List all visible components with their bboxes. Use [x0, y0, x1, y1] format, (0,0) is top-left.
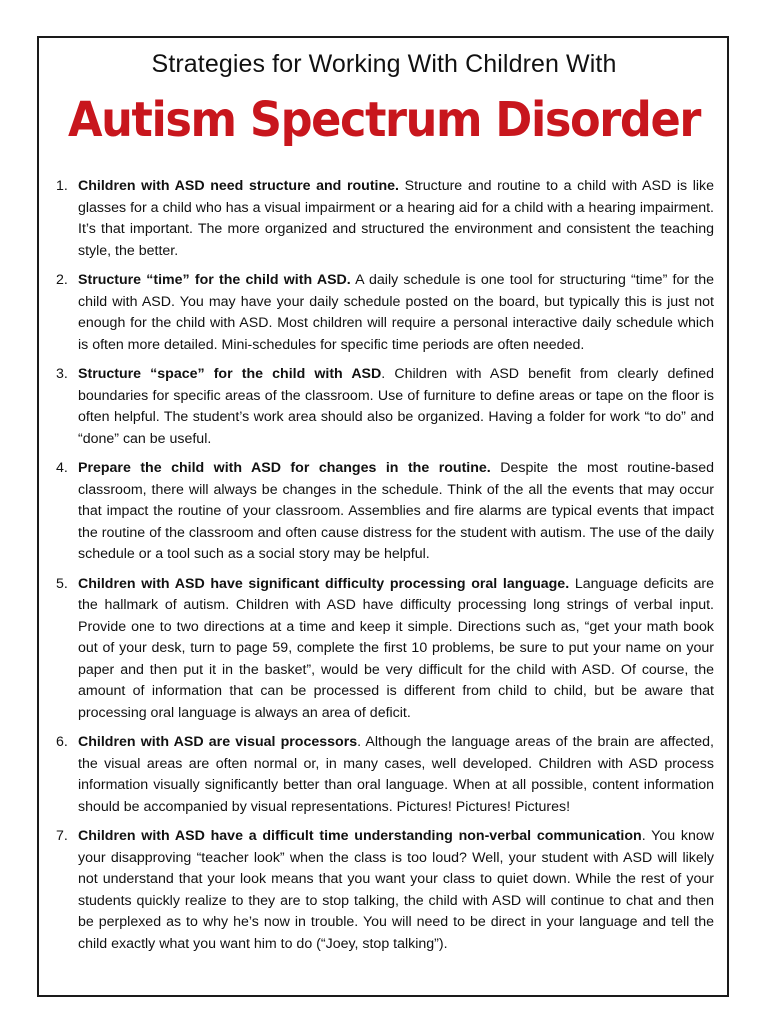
document-title: Autism Spectrum Disorder: [67, 92, 700, 148]
strategies-list: [56, 176, 714, 963]
item-number: 3.: [56, 366, 68, 382]
item-heading: Children with ASD have a difficult time understanding non-verbal communication: [78, 828, 642, 844]
item-body: Despite the most routine-based classroom, there will always be changes in the schedule. Think of the all the events that may occur that impact the routine of your classroom. Assemblies and fire alarms are typical events that impact the routine of the classroom and often cause distress for the student with autism. The use of the daily schedule or a tool such as a social story may be helpful.: [78, 460, 714, 562]
item-heading: Children with ASD need structure and routine.: [78, 178, 399, 194]
item-body: A daily schedule is one tool for structuring “time” for the child with ASD. You may have your daily schedule posted on the board, but typically this is just not enough for the child with ASD. Most children will require a personal interactive daily schedule which is often more detailed. Mini-schedules for specific time periods are often needed.: [78, 272, 714, 353]
item-body: . Children with ASD benefit from clearly defined boundaries for specific areas of the classroom. Use of furniture to define areas or tape on the floor is often helpful. The student’s work area should also be organized. Having a folder for work “to do” and “done” can be useful.: [78, 366, 714, 447]
item-heading: Structure “space” for the child with ASD: [78, 366, 382, 382]
item-number: 7.: [56, 828, 68, 844]
strategy-item-5: [56, 574, 714, 725]
item-number: 1.: [56, 178, 68, 194]
item-heading: Children with ASD are visual processors: [78, 734, 358, 750]
item-number: 6.: [56, 734, 68, 750]
item-number: 4.: [56, 460, 68, 476]
item-number: 2.: [56, 272, 68, 288]
item-body: Structure and routine to a child with ASD is like glasses for a child who has a visual impairment or a hearing aid for a child with a hearing impairment. It’s that important. The more organized and structured the environment and consistent the teaching style, the better.: [78, 178, 714, 259]
item-body: Language deficits are the hallmark of autism. Children with ASD have difficulty processing long strings of verbal input. Provide one to two directions at a time and keep it simple. Directions such as, “get your math book out of your desk, turn to page 59, complete the first 10 problems, be sure to put your name on your paper and then put it in the basket”, would be very difficult for the child with ASD. Of course, the amount of information that can be processed is different from child to child, but be aware that processing oral language is always an area of deficit.: [78, 575, 714, 721]
strategy-item-4: [56, 458, 714, 566]
item-heading: Children with ASD have significant difficulty processing oral language.: [78, 575, 570, 592]
item-body: . Although the language areas of the brain are affected, the visual areas are often normal or, in many cases, well developed. Children with ASD process information visually significantly better than oral language. When at all possible, content information should be accompanied by visual representations. Pictures! Pictures! Pictures!: [78, 734, 715, 815]
strategy-item-3: [56, 364, 714, 450]
strategy-item-7: [56, 826, 714, 955]
strategy-item-1: [56, 176, 714, 262]
item-body: . You know your disapproving “teacher look” when the class is too loud? Well, your student with ASD will likely not understand that your look means that you want your class to quiet down. While the rest of your students quickly realize to they are to stop talking, the child with ASD will continue to chat and then be perplexed as to why he’s now in trouble. You will need to be direct in your language and tell the child exactly what you want him to do (“Joey, stop talking”).: [78, 828, 714, 952]
document-subtitle: Strategies for Working With Children With: [151, 50, 617, 78]
strategy-item-2: [56, 270, 714, 356]
strategy-item-6: [56, 732, 714, 818]
item-heading: Structure “time” for the child with ASD.: [78, 272, 351, 288]
item-number: 5.: [56, 575, 68, 592]
item-heading: Prepare the child with ASD for changes in the routine.: [78, 460, 491, 476]
